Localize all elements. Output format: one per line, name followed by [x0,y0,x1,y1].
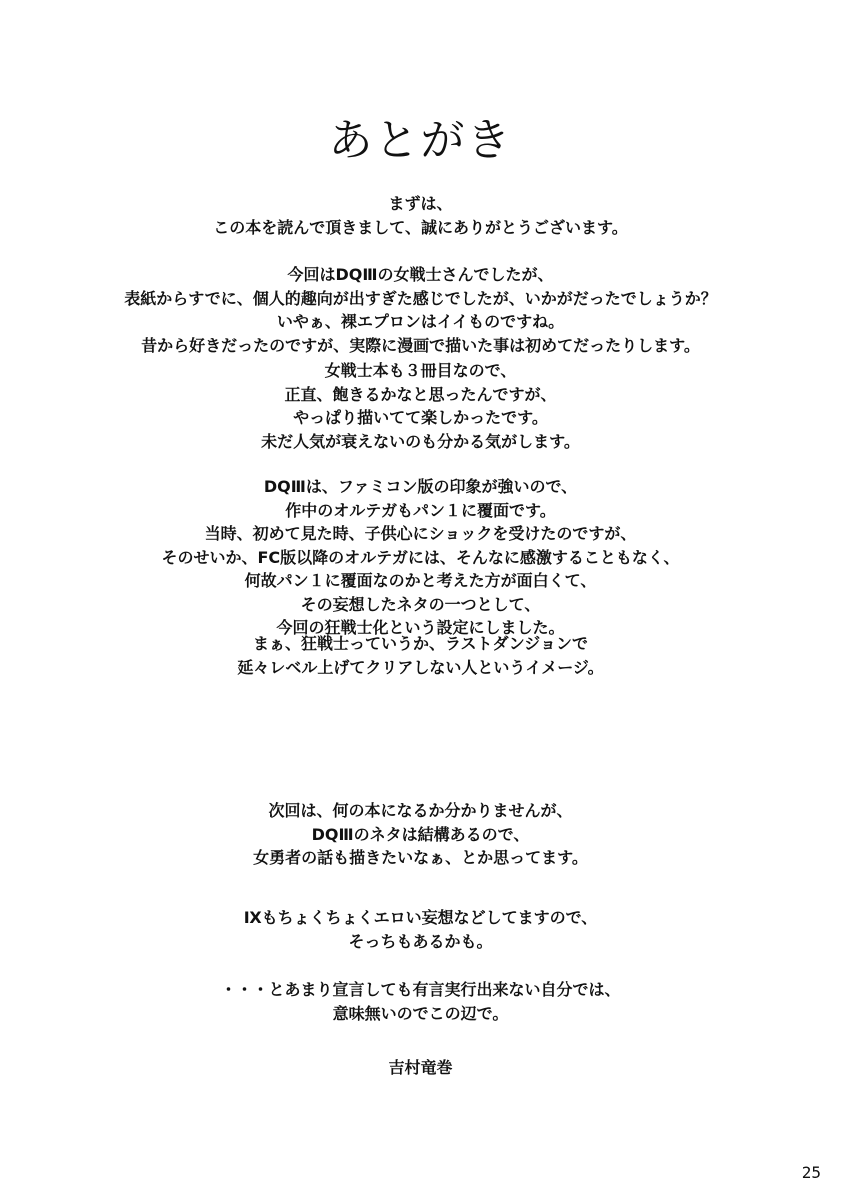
text-line: そのせいか、FC版以降のオルテガには、そんなに感激することもなく、 [161,547,680,567]
paragraph-ortega [0,475,841,640]
text-line: 今回の狂戦士化という設定にしました。 [276,618,565,637]
author-name: 吉村竜巻 [388,1058,453,1077]
text-line: 意味無いのでこの辺で。 [332,1003,509,1023]
text-line: ・・・とあまり宣言しても有言実行出来ない自分では、 [220,980,621,999]
text-line: 今回はDQⅢの女戦士さんでしたが、 [287,265,554,284]
text-line: 延々レベル上げてクリアしない人というイメージ。 [237,657,604,677]
page-number: 25 [801,1163,821,1182]
text-line: 何故パン１に覆面なのかと考えた方が面白くて、 [244,571,597,590]
text-line: 当時、初めて見た時、子供心にショックを受けたのですが、 [204,524,637,543]
text-line: 未だ人気が衰えないのも分かる気がします。 [261,431,580,451]
paragraph-closing [0,978,841,1025]
paragraph-third-book [0,359,841,453]
text-line: 女勇者の話も描きたいなぁ、とか思ってます。 [253,848,588,867]
text-line: やっぱり描いてて楽しかったです。 [293,408,548,427]
text-line: 正直、飽きるかなと思ったんですが、 [284,384,557,404]
text-line: まずは、 [388,194,453,213]
text-line: 次回は、何の本になるか分かりませんが、 [268,801,573,820]
author-signature [0,1056,841,1080]
text-line: そっちもあるかも。 [348,931,493,951]
text-line: DQⅢのネタは結構あるので、 [311,824,530,844]
text-line: DQⅢは、ファミコン版の印象が強いので、 [263,477,578,496]
text-line: いやぁ、裸エプロンはイイものですね。 [276,312,565,331]
paragraph-cover [0,263,841,357]
text-line: 表紙からすでに、個人的趣向が出すぎた感じでしたが、いかがだったでしょうか？ [124,288,717,308]
paragraph-berserker [0,632,841,679]
page-title: あとがき [328,115,513,167]
paragraph-next-book [0,799,841,870]
text-line: その妄想したネタの一つとして、 [300,594,541,614]
text-line: Ⅸもちょくちょくエロい妄想などしてますので、 [243,908,598,927]
text-line: 女戦士本も３冊目なので、 [324,361,517,380]
paragraph-greeting [0,192,841,239]
paragraph-dq9 [0,906,841,953]
text-line: まぁ、狂戦士っていうか、ラストダンジョンで [253,634,588,653]
text-line: 昔から好きだったのですが、実際に漫画で描いた事は初めてだったりします。 [141,335,700,355]
text-line: この本を読んで頂きまして、誠にありがとうございます。 [213,217,628,237]
text-line: 作中のオルテガもパン１に覆面です。 [285,500,556,520]
